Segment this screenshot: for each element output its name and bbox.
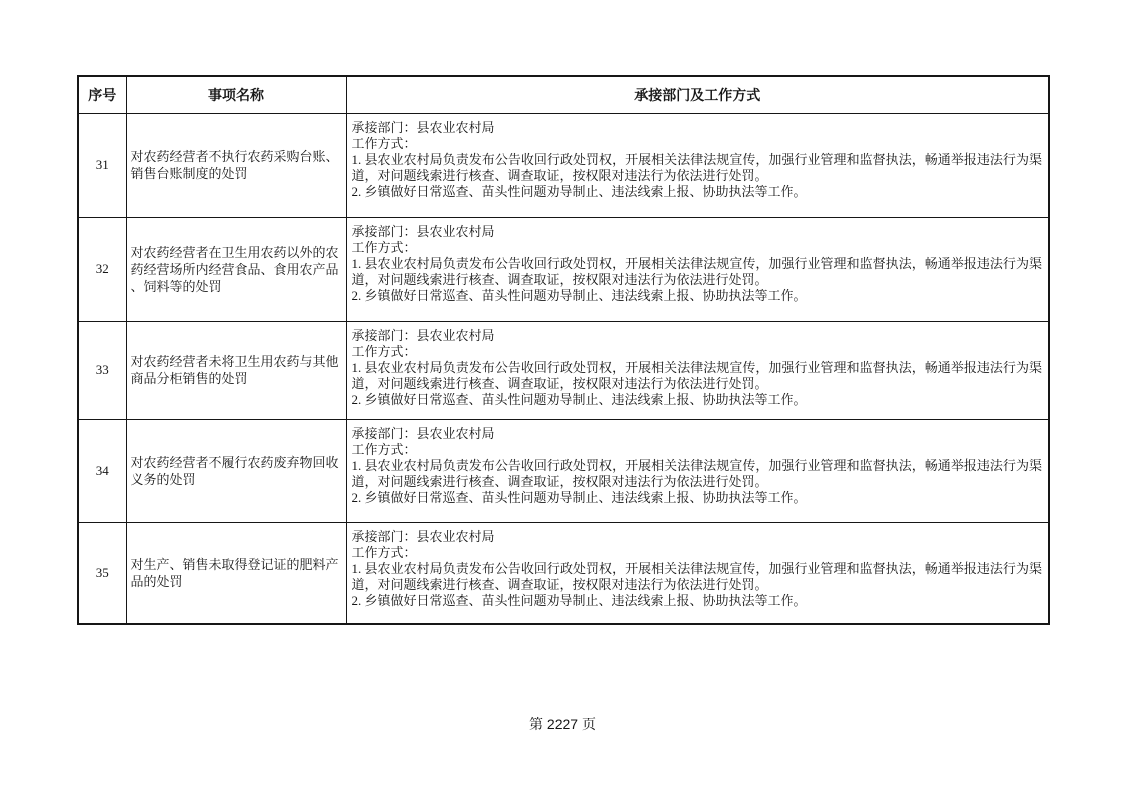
row-index: 35 <box>78 522 126 624</box>
table-row <box>78 419 1049 522</box>
item-name: 对农药经营者不履行农药废弃物回收义务的处罚 <box>126 419 346 522</box>
detail-line: 工作方式： <box>351 544 417 560</box>
item-detail-cell <box>346 522 1049 624</box>
item-detail-cell <box>346 321 1049 419</box>
detail-line: 工作方式： <box>351 239 417 255</box>
detail-line: 1. 县农业农村局负责发布公告收回行政处罚权，开展相关法律法规宣传，加强行业管理和监督执法，畅通举报违法行为渠道，对问题线索进行核查、调查取证，按权限对违法行为依法进行处罚。 <box>351 560 1042 592</box>
detail-line: 2. 乡镇做好日常巡查、苗头性问题劝导制止、违法线索上报、协助执法等工作。 <box>351 183 807 199</box>
item-name: 对农药经营者在卫生用农药以外的农药经营场所内经营食品、食用农产品、饲料等的处罚 <box>126 217 346 321</box>
detail-line: 2. 乡镇做好日常巡查、苗头性问题劝导制止、违法线索上报、协助执法等工作。 <box>351 489 807 505</box>
detail-line: 承接部门：县农业农村局 <box>351 223 495 239</box>
table-body <box>78 113 1049 624</box>
detail-line: 2. 乡镇做好日常巡查、苗头性问题劝导制止、违法线索上报、协助执法等工作。 <box>351 592 807 608</box>
detail-line: 承接部门：县农业农村局 <box>351 528 495 544</box>
item-detail-cell <box>346 217 1049 321</box>
detail-line: 1. 县农业农村局负责发布公告收回行政处罚权，开展相关法律法规宣传，加强行业管理和监督执法，畅通举报违法行为渠道，对问题线索进行核查、调查取证，按权限对违法行为依法进行处罚。 <box>351 359 1042 391</box>
row-index: 34 <box>78 419 126 522</box>
column-header-department-method: 承接部门及工作方式 <box>346 76 1049 113</box>
row-index: 32 <box>78 217 126 321</box>
row-index: 33 <box>78 321 126 419</box>
table-row <box>78 113 1049 217</box>
table-row <box>78 217 1049 321</box>
detail-line: 2. 乡镇做好日常巡查、苗头性问题劝导制止、违法线索上报、协助执法等工作。 <box>351 391 807 407</box>
column-header-index: 序号 <box>78 76 126 113</box>
detail-line: 工作方式： <box>351 441 417 457</box>
detail-line: 1. 县农业农村局负责发布公告收回行政处罚权，开展相关法律法规宣传，加强行业管理和监督执法，畅通举报违法行为渠道，对问题线索进行核查、调查取证，按权限对违法行为依法进行处罚。 <box>351 151 1042 183</box>
item-name: 对生产、销售未取得登记证的肥料产品的处罚 <box>126 522 346 624</box>
item-name: 对农药经营者未将卫生用农药与其他商品分柜销售的处罚 <box>126 321 346 419</box>
detail-line: 1. 县农业农村局负责发布公告收回行政处罚权，开展相关法律法规宣传，加强行业管理和监督执法，畅通举报违法行为渠道，对问题线索进行核查、调查取证，按权限对违法行为依法进行处罚。 <box>351 457 1042 489</box>
detail-line: 2. 乡镇做好日常巡查、苗头性问题劝导制止、违法线索上报、协助执法等工作。 <box>351 287 807 303</box>
detail-line: 工作方式： <box>351 343 417 359</box>
detail-line: 1. 县农业农村局负责发布公告收回行政处罚权，开展相关法律法规宣传，加强行业管理和监督执法，畅通举报违法行为渠道，对问题线索进行核查、调查取证，按权限对违法行为依法进行处罚。 <box>351 255 1042 287</box>
detail-line: 承接部门：县农业农村局 <box>351 425 495 441</box>
item-name: 对农药经营者不执行农药采购台账、销售台账制度的处罚 <box>126 113 346 217</box>
column-header-item-name: 事项名称 <box>126 76 346 113</box>
table-header-row <box>78 76 1049 113</box>
detail-line: 承接部门：县农业农村局 <box>351 327 495 343</box>
detail-line: 工作方式： <box>351 135 417 151</box>
penalty-items-table <box>77 75 1050 625</box>
detail-line: 承接部门：县农业农村局 <box>351 119 495 135</box>
row-index: 31 <box>78 113 126 217</box>
item-detail-cell <box>346 419 1049 522</box>
item-detail-cell <box>346 113 1049 217</box>
table-row <box>78 522 1049 624</box>
table-row <box>78 321 1049 419</box>
page-number: 第 2227 页 <box>529 716 596 732</box>
